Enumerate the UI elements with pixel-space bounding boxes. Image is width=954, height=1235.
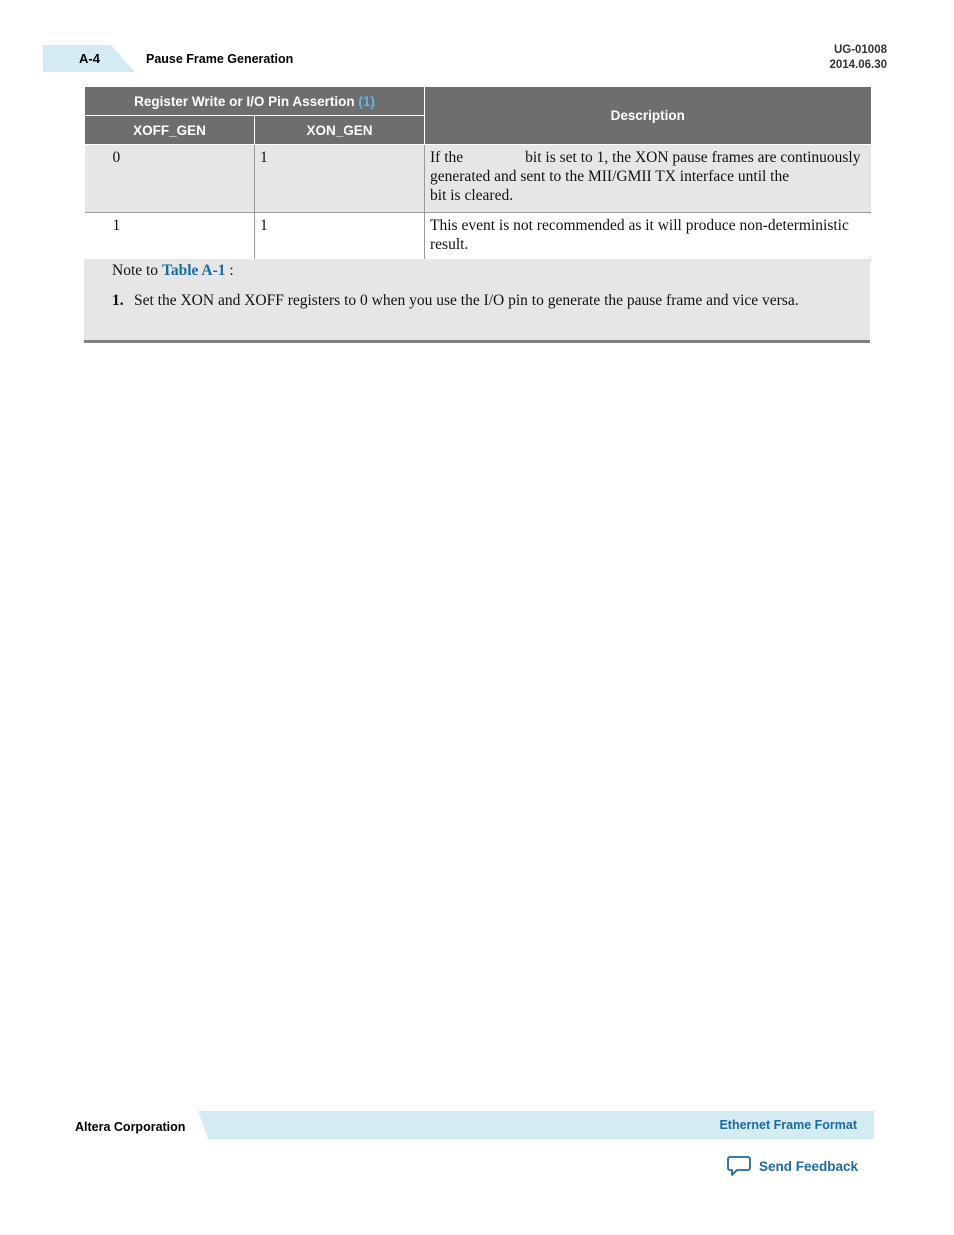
cell-description	[425, 145, 871, 213]
note-item	[112, 291, 832, 310]
cell-xoff: 1	[85, 213, 255, 261]
notes-prefix: Note to	[112, 262, 159, 279]
desc-part-1: If the	[430, 149, 464, 166]
send-feedback-button[interactable]	[727, 1154, 858, 1178]
cell-xon: 1	[255, 213, 425, 261]
doc-meta	[829, 43, 887, 73]
notes-title	[112, 262, 234, 280]
doc-title-link[interactable]: Ethernet Frame Format	[719, 1118, 857, 1132]
group-header	[85, 87, 425, 116]
doc-date: 2014.06.30	[829, 59, 887, 71]
col-header-xon-gen: XON_GEN	[255, 116, 425, 145]
table-notes	[84, 259, 870, 343]
note-number: 1.	[112, 292, 124, 309]
note-text: Set the XON and XOFF registers to 0 when you use the I/O pin to generate the pause frame and vice versa.	[134, 292, 799, 309]
desc-part-2: bit is set to 1, the XON pause frames are continuously generated and sent to the MII/GMII TX interface until the	[430, 149, 861, 185]
cell-xon: 1	[255, 145, 425, 213]
cell-xoff: 0	[85, 145, 255, 213]
cell-description: This event is not recommended as it will produce non-deterministic result.	[425, 213, 871, 261]
table-row	[85, 145, 871, 213]
page-number: A-4	[79, 51, 100, 66]
table-row	[85, 213, 871, 261]
footnote-ref-link[interactable]: (1)	[358, 93, 375, 109]
table-link[interactable]: Table A-1	[161, 262, 226, 279]
notes-suffix: :	[229, 262, 234, 279]
group-header-label: Register Write or I/O Pin Assertion	[134, 93, 355, 109]
doc-id: UG-01008	[833, 44, 887, 56]
company-name: Altera Corporation	[75, 1120, 186, 1134]
send-feedback-label: Send Feedback	[759, 1158, 859, 1174]
section-title: Pause Frame Generation	[146, 52, 294, 66]
desc-part-3: bit is cleared.	[430, 187, 514, 204]
col-header-description: Description	[425, 87, 871, 145]
col-header-xoff-gen: XOFF_GEN	[85, 116, 255, 145]
speech-bubble-icon	[727, 1155, 751, 1177]
register-table	[84, 86, 871, 261]
